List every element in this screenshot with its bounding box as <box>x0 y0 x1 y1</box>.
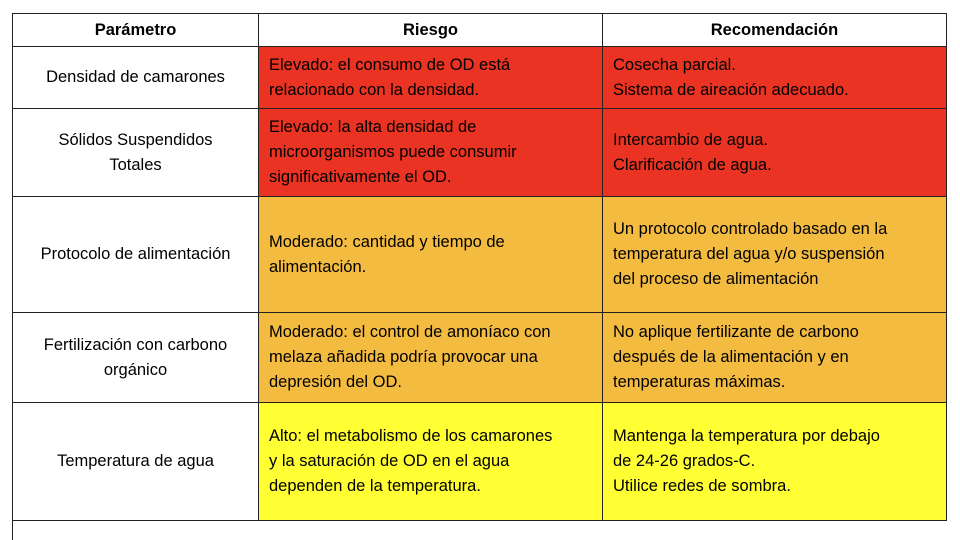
recommendation-text: Mantenga la temperatura por debajo <box>613 427 880 445</box>
recommendation-text: Intercambio de agua. <box>613 130 769 149</box>
recommendation-text: temperaturas máximas. <box>613 373 786 391</box>
risk-text: relacionado con la densidad. <box>269 80 480 99</box>
recommendation-text: No aplique fertilizante de carbono <box>613 323 859 341</box>
recommendation-cell <box>603 313 947 403</box>
parameter-text: Protocolo de alimentación <box>40 245 231 263</box>
recommendation-cell <box>603 403 947 521</box>
risk-text: Alto: el metabolismo de los camarones <box>269 427 553 445</box>
risk-cell <box>259 47 603 109</box>
risk-text: alimentación. <box>269 257 367 276</box>
risk-text: Moderado: cantidad y tiempo de <box>269 232 505 251</box>
recommendation-text: Utilice redes de sombra. <box>613 477 791 495</box>
risk-text: depresión del OD. <box>269 373 402 391</box>
parameter-text: Fertilización con carbono <box>43 335 228 354</box>
table-row-solidos <box>13 109 947 197</box>
parameter-text: Sólidos Suspendidos <box>58 130 213 149</box>
table-header-row <box>13 14 947 47</box>
parameter-cell <box>13 313 259 403</box>
parameter-cell <box>13 197 259 313</box>
risk-cell <box>259 197 603 313</box>
parameter-text: orgánico <box>103 360 168 379</box>
risk-text: melaza añadida podría provocar una <box>269 348 538 366</box>
recommendation-text: temperatura del agua y/o suspensión <box>613 245 885 263</box>
parameter-cell <box>13 109 259 197</box>
risk-text: dependen de la temperatura. <box>269 477 481 495</box>
risk-text: Moderado: el control de amoníaco con <box>269 323 551 341</box>
header-parametro: Parámetro <box>13 14 259 47</box>
recommendation-text: Clarificación de agua. <box>613 155 772 174</box>
risk-cell <box>259 403 603 521</box>
recommendation-cell <box>603 197 947 313</box>
table-row-temperatura <box>13 403 947 521</box>
parameter-text: Densidad de camarones <box>46 68 225 86</box>
risk-table <box>12 13 947 521</box>
recommendation-text: Sistema de aireación adecuado. <box>613 80 849 99</box>
risk-cell <box>259 313 603 403</box>
risk-text: y la saturación de OD en el agua <box>269 452 510 470</box>
risk-text: Elevado: el consumo de OD está <box>269 55 511 74</box>
recommendation-text: después de la alimentación y en <box>613 348 849 366</box>
recommendation-text: del proceso de alimentación <box>613 270 819 288</box>
header-recomendacion: Recomendación <box>603 14 947 47</box>
parameter-text: Totales <box>109 155 162 174</box>
parameter-cell <box>13 403 259 521</box>
parameter-text: Temperatura de agua <box>57 452 214 470</box>
header-riesgo: Riesgo <box>259 14 603 47</box>
table-row-protocolo <box>13 197 947 313</box>
recommendation-cell <box>603 109 947 197</box>
parameter-cell <box>13 47 259 109</box>
risk-cell <box>259 109 603 197</box>
risk-text: Elevado: la alta densidad de <box>269 118 477 136</box>
risk-text: microorganismos puede consumir <box>269 143 517 161</box>
recommendation-text: Cosecha parcial. <box>613 55 736 74</box>
risk-text: significativamente el OD. <box>269 168 452 186</box>
table-row-densidad <box>13 47 947 109</box>
recommendation-cell <box>603 47 947 109</box>
table-row-fertilizacion <box>13 313 947 403</box>
recommendation-text: Un protocolo controlado basado en la <box>613 220 888 238</box>
recommendation-text: de 24-26 grados-C. <box>613 452 756 470</box>
page-border-line <box>12 521 13 540</box>
